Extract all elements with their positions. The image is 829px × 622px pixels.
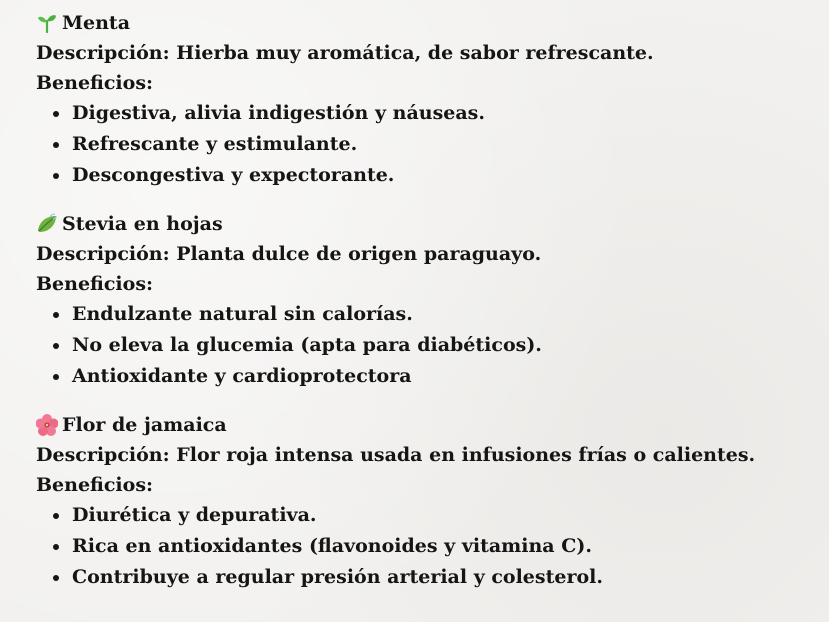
list-item: Diurética y depurativa. <box>72 500 816 531</box>
section-description: Descripción: Flor roja intensa usada en infusiones frías o calientes. <box>36 444 756 466</box>
list-item: No eleva la glucemia (apta para diabéticos). <box>72 330 816 361</box>
benefits-label: Beneficios: <box>36 273 154 295</box>
benefits-list <box>36 98 816 191</box>
section-flor-de-jamaica <box>36 410 816 593</box>
section-description: Descripción: Hierba muy aromática, de sabor refrescante. <box>36 42 654 64</box>
hibiscus-icon <box>36 414 58 436</box>
section-title <box>36 410 816 440</box>
benefits-label: Beneficios: <box>36 474 154 496</box>
benefits-list <box>36 299 816 392</box>
list-item: Descongestiva y expectorante. <box>72 160 816 191</box>
section-title-text: Menta <box>62 12 131 34</box>
list-item: Endulzante natural sin calorías. <box>72 299 816 330</box>
content <box>36 8 816 611</box>
list-item: Contribuye a regular presión arterial y colesterol. <box>72 562 816 593</box>
list-item: Digestiva, alivia indigestión y náuseas. <box>72 98 816 129</box>
leaf-icon <box>36 213 58 235</box>
section-title <box>36 8 816 38</box>
section-stevia <box>36 209 816 392</box>
list-item: Antioxidante y cardioprotectora <box>72 361 816 392</box>
list-item: Refrescante y estimulante. <box>72 129 816 160</box>
section-title-text: Stevia en hojas <box>62 213 223 235</box>
benefits-label: Beneficios: <box>36 72 154 94</box>
section-title <box>36 209 816 239</box>
benefits-list <box>36 500 816 593</box>
section-description: Descripción: Planta dulce de origen paraguayo. <box>36 243 542 265</box>
seedling-icon <box>36 12 58 34</box>
section-menta <box>36 8 816 191</box>
list-item: Rica en antioxidantes (flavonoides y vitamina C). <box>72 531 816 562</box>
section-title-text: Flor de jamaica <box>62 414 227 436</box>
